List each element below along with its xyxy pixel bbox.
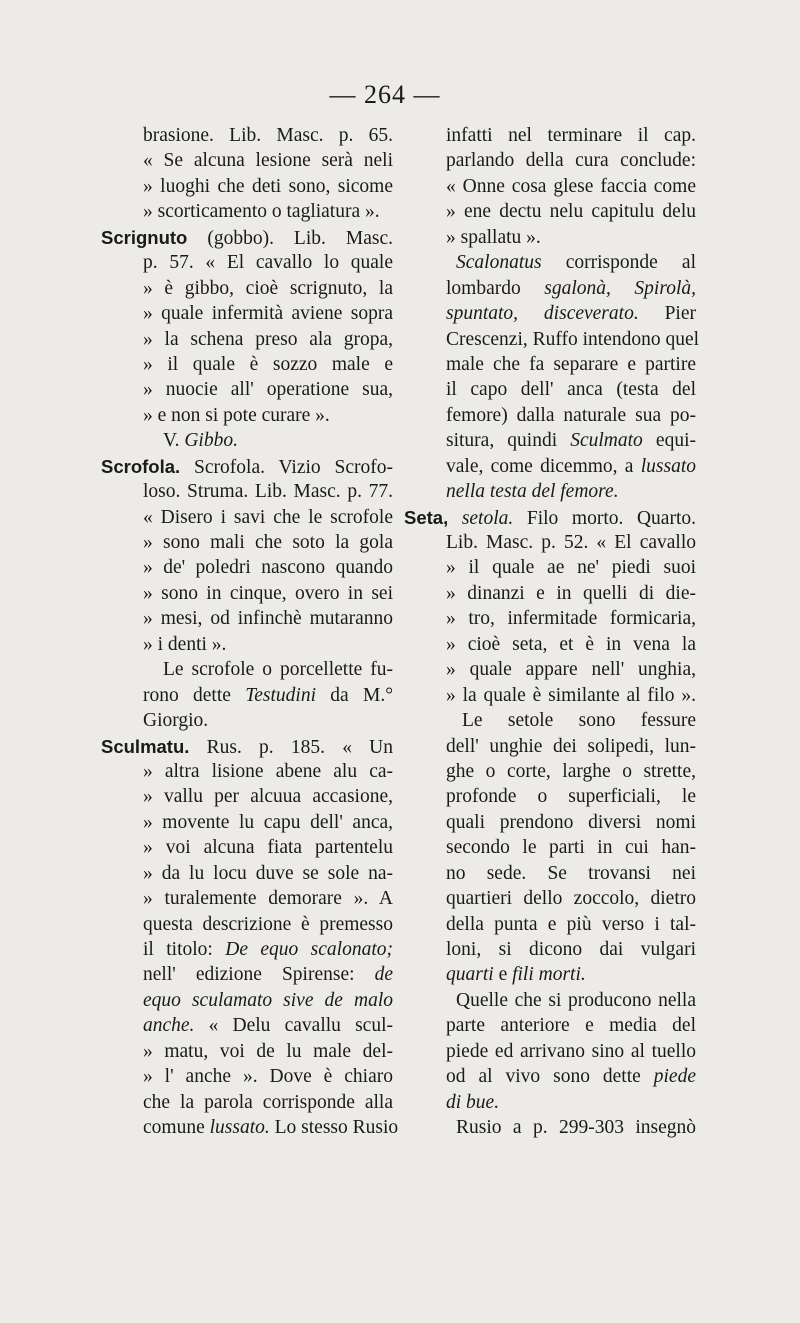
text-line bbox=[101, 708, 393, 733]
text-line bbox=[404, 250, 696, 275]
line-text: lombardo bbox=[446, 277, 545, 299]
line-text: questa descrizione è premesso bbox=[143, 913, 393, 935]
line-text: (gobbo). Lib. Masc. bbox=[187, 227, 393, 249]
text-line bbox=[404, 581, 696, 606]
line-text: » spallatu ». bbox=[446, 226, 541, 248]
line-text: » il quale ae ne' piedi suoi bbox=[446, 557, 696, 579]
text-line bbox=[404, 962, 696, 987]
line-text: Rusio a p. 299-303 insegnò bbox=[456, 1117, 696, 1139]
line-text: da M.° bbox=[316, 684, 393, 706]
italic-text: lussato bbox=[640, 455, 696, 477]
text-line bbox=[404, 327, 700, 352]
italic-text: Sculmato bbox=[570, 430, 643, 452]
line-text: che la parola corrisponde alla bbox=[143, 1091, 393, 1113]
line-text: no sede. Se trovansi nei bbox=[446, 862, 696, 884]
text-line bbox=[404, 988, 696, 1013]
line-text: » altra lisione abene alu ca- bbox=[143, 760, 393, 782]
line-text: V. bbox=[163, 430, 185, 452]
text-line bbox=[101, 683, 393, 708]
text-line bbox=[101, 555, 393, 580]
text-line bbox=[404, 148, 696, 173]
text-line bbox=[101, 352, 393, 377]
text-line bbox=[404, 632, 696, 657]
line-text: infatti nel terminare il cap. bbox=[446, 125, 696, 146]
text-line bbox=[101, 632, 393, 657]
line-text: od al vivo sono dette bbox=[446, 1066, 654, 1088]
line-text: ghe o corte, larghe o strette, bbox=[446, 760, 696, 782]
line-text: » cioè seta, et è in vena la bbox=[446, 633, 696, 655]
line-text: » turalemente demorare ». A bbox=[143, 888, 393, 910]
text-line bbox=[404, 886, 696, 911]
text-line bbox=[404, 835, 696, 860]
text-line bbox=[404, 683, 696, 708]
text-line bbox=[404, 912, 696, 937]
text-line bbox=[404, 784, 696, 809]
text-line bbox=[101, 505, 393, 530]
line-text: p. 57. « El cavallo lo quale bbox=[143, 252, 393, 274]
line-text: quali prendono diversi nomi bbox=[446, 811, 696, 833]
line-text: piede ed arrivano sino al tuello bbox=[446, 1040, 696, 1062]
text-line bbox=[101, 912, 393, 937]
line-text: Scrofola. Vizio Scrofo- bbox=[180, 456, 393, 478]
line-text: Crescenzi, Ruffo intendono quel bbox=[446, 328, 700, 350]
text-line bbox=[101, 377, 393, 402]
text-line bbox=[101, 148, 393, 173]
text-line bbox=[404, 479, 696, 504]
text-line bbox=[101, 734, 393, 759]
line-text: « Onne cosa glese faccia come bbox=[446, 175, 696, 197]
line-text: » sono mali che soto la gola bbox=[143, 532, 393, 553]
text-line bbox=[404, 1115, 696, 1140]
italic-text: di bue. bbox=[446, 1091, 500, 1113]
text-line bbox=[101, 1115, 399, 1140]
line-text: « Se alcuna lesione serà neli bbox=[143, 150, 393, 172]
line-text: » mesi, od infinchè mutaranno bbox=[143, 608, 393, 630]
line-text: » la quale è similante al filo ». bbox=[446, 684, 696, 706]
text-line bbox=[404, 352, 696, 377]
text-line bbox=[404, 1013, 696, 1038]
text-line bbox=[101, 886, 393, 911]
text-line bbox=[404, 276, 696, 301]
italic-text: Gibbo. bbox=[184, 430, 238, 452]
line-text: » la schena preso ala gropa, bbox=[143, 328, 393, 350]
text-line bbox=[101, 861, 393, 886]
text-line bbox=[101, 1090, 393, 1115]
italic-text: anche. bbox=[143, 1015, 195, 1037]
text-line bbox=[101, 327, 393, 352]
line-text: Le setole sono fessure bbox=[462, 710, 696, 732]
text-line bbox=[404, 377, 696, 402]
line-text: parlando della cura conclude: bbox=[446, 150, 696, 172]
line-text: » quale appare nell' unghia, bbox=[446, 659, 696, 681]
italic-text: Testudini bbox=[245, 684, 317, 706]
text-line bbox=[101, 479, 393, 504]
text-line bbox=[101, 1039, 393, 1064]
italic-text: De equo scalonato; bbox=[225, 939, 393, 960]
line-text: comune bbox=[143, 1117, 210, 1139]
line-text: Giorgio. bbox=[143, 710, 209, 732]
line-text: rono dette bbox=[143, 684, 246, 706]
line-text: vale, come dicemmo, a bbox=[446, 455, 641, 477]
line-text: profonde o superficiali, le bbox=[446, 786, 696, 808]
page-number: — 264 — bbox=[329, 80, 441, 109]
line-text: » movente lu capu dell' anca, bbox=[143, 811, 393, 833]
text-line bbox=[101, 937, 393, 962]
line-text: brasione. Lib. Masc. p. 65. bbox=[143, 125, 393, 146]
text-line bbox=[101, 403, 393, 428]
line-text: Filo morto. Quarto. bbox=[513, 507, 696, 529]
text-line bbox=[404, 1064, 696, 1089]
line-text: » è gibbo, cioè scrignuto, la bbox=[143, 277, 393, 299]
italic-text: setola. bbox=[448, 507, 514, 529]
line-text: « Delu cavallu scul- bbox=[194, 1015, 393, 1037]
line-text: e bbox=[493, 964, 513, 986]
text-line bbox=[404, 759, 696, 784]
line-text: parte anteriore e media del bbox=[446, 1015, 696, 1037]
line-text: » dinanzi e in quelli di die- bbox=[446, 582, 696, 604]
italic-text: sgalonà, Spirolà, bbox=[544, 277, 696, 299]
text-line bbox=[404, 454, 696, 479]
line-text: » tro, infermitade formicaria, bbox=[446, 608, 696, 630]
text-line bbox=[404, 708, 696, 733]
line-text: dell' unghie dei solipedi, lun- bbox=[446, 735, 696, 757]
text-line bbox=[404, 657, 696, 682]
line-text: Rus. p. 185. « Un bbox=[189, 736, 393, 758]
line-text: » i denti ». bbox=[143, 633, 227, 655]
line-text: » matu, voi de lu male del- bbox=[143, 1040, 393, 1062]
text-line bbox=[101, 301, 393, 326]
line-text: » e non si pote curare ». bbox=[143, 404, 330, 426]
line-text: » voi alcuna fiata partentelu bbox=[143, 837, 393, 859]
text-line bbox=[101, 250, 393, 275]
text-line bbox=[404, 301, 696, 326]
text-line bbox=[404, 505, 696, 530]
italic-text: piede bbox=[653, 1066, 696, 1088]
italic-text: equo sculamato sive de malo bbox=[143, 989, 393, 1011]
text-line bbox=[101, 1013, 393, 1038]
text-line bbox=[101, 810, 393, 835]
entry-headword: Seta, bbox=[404, 506, 449, 528]
text-line bbox=[101, 581, 393, 606]
text-line bbox=[101, 530, 393, 555]
text-line bbox=[101, 657, 393, 682]
text-line bbox=[101, 962, 393, 987]
line-text: » il quale è sozzo male e bbox=[143, 353, 393, 375]
line-text: » da lu locu duve se sole na- bbox=[143, 862, 393, 884]
text-line bbox=[101, 174, 393, 199]
italic-text: fili morti. bbox=[512, 964, 586, 986]
line-text: secondo le parti in cui han- bbox=[446, 837, 696, 859]
line-text: » luoghi che deti sono, sicome bbox=[143, 175, 393, 197]
line-text: Pier bbox=[638, 303, 696, 325]
text-line bbox=[101, 199, 393, 224]
text-line bbox=[404, 734, 696, 759]
line-text: loso. Struma. Lib. Masc. p. 77. bbox=[143, 481, 393, 503]
line-text: il titolo: bbox=[143, 939, 226, 960]
italic-text: Scalonatus bbox=[456, 252, 542, 274]
line-text: « Disero i savi che le scrofole bbox=[143, 506, 393, 528]
line-text: » sono in cinque, overo in sei bbox=[143, 582, 393, 604]
text-line bbox=[404, 810, 696, 835]
text-line bbox=[101, 835, 393, 860]
line-text: femore) dalla naturale sua po- bbox=[446, 404, 696, 426]
line-text: » vallu per alcuua accasione, bbox=[143, 786, 393, 808]
text-line bbox=[101, 276, 393, 301]
line-text: equi- bbox=[642, 430, 696, 452]
text-line bbox=[101, 759, 393, 784]
text-line bbox=[101, 1064, 393, 1089]
entry-headword: Sculmatu. bbox=[101, 735, 190, 757]
text-line bbox=[101, 606, 393, 631]
text-line bbox=[404, 403, 696, 428]
line-text: della punta e più verso i tal- bbox=[446, 913, 696, 935]
italic-text: quarti bbox=[446, 964, 494, 986]
line-text: quartieri dello zoccolo, dietro bbox=[446, 888, 696, 910]
line-text: » de' poledri nascono quando bbox=[143, 557, 393, 579]
line-text: Lo stesso Rusio bbox=[269, 1117, 399, 1139]
line-text: » quale infermità aviene sopra bbox=[143, 303, 393, 325]
line-text: » nuocie all' operatione sua, bbox=[143, 379, 393, 401]
line-text: loni, si dicono dai vulgari bbox=[446, 939, 696, 960]
line-text: » l' anche ». Dove è chiaro bbox=[143, 1066, 393, 1088]
italic-text: nella testa del femore. bbox=[446, 481, 619, 503]
text-line bbox=[404, 428, 696, 453]
text-line bbox=[404, 1090, 696, 1115]
text-line bbox=[404, 199, 696, 224]
line-text: il capo dell' anca (testa del bbox=[446, 379, 696, 401]
text-line bbox=[404, 123, 696, 148]
text-line bbox=[404, 174, 696, 199]
text-line bbox=[404, 555, 696, 580]
entry-headword: Scrofola. bbox=[101, 455, 181, 477]
text-line bbox=[101, 988, 393, 1013]
text-line bbox=[404, 606, 696, 631]
entry-headword: Scrignuto bbox=[101, 226, 188, 248]
text-line bbox=[101, 428, 393, 453]
line-text: nell' edizione Spirense: bbox=[143, 964, 375, 986]
text-line bbox=[101, 225, 393, 250]
line-text: situra, quindi bbox=[446, 430, 571, 452]
right-column bbox=[404, 123, 700, 1141]
line-text: corrisponde al bbox=[541, 252, 696, 274]
line-text: Lib. Masc. p. 52. « El cavallo bbox=[446, 532, 696, 553]
text-line bbox=[404, 861, 696, 886]
text-line bbox=[101, 454, 393, 479]
text-line bbox=[404, 1039, 696, 1064]
text-line bbox=[404, 225, 696, 250]
italic-text: de bbox=[374, 964, 393, 986]
line-text: Quelle che si producono nella bbox=[456, 989, 696, 1011]
left-column bbox=[101, 123, 399, 1141]
text-line bbox=[404, 937, 696, 962]
text-line bbox=[404, 530, 696, 555]
text-line bbox=[101, 123, 393, 148]
line-text: » ene dectu nelu capitulu delu bbox=[446, 201, 696, 223]
text-line bbox=[101, 784, 393, 809]
line-text: Le scrofole o porcellette fu- bbox=[163, 659, 393, 681]
line-text: male che fa separare e partire bbox=[446, 353, 696, 375]
italic-text: lussato. bbox=[209, 1117, 270, 1139]
italic-text: spuntato, disceverato. bbox=[446, 303, 639, 325]
line-text: » scorticamento o tagliatura ». bbox=[143, 201, 380, 223]
